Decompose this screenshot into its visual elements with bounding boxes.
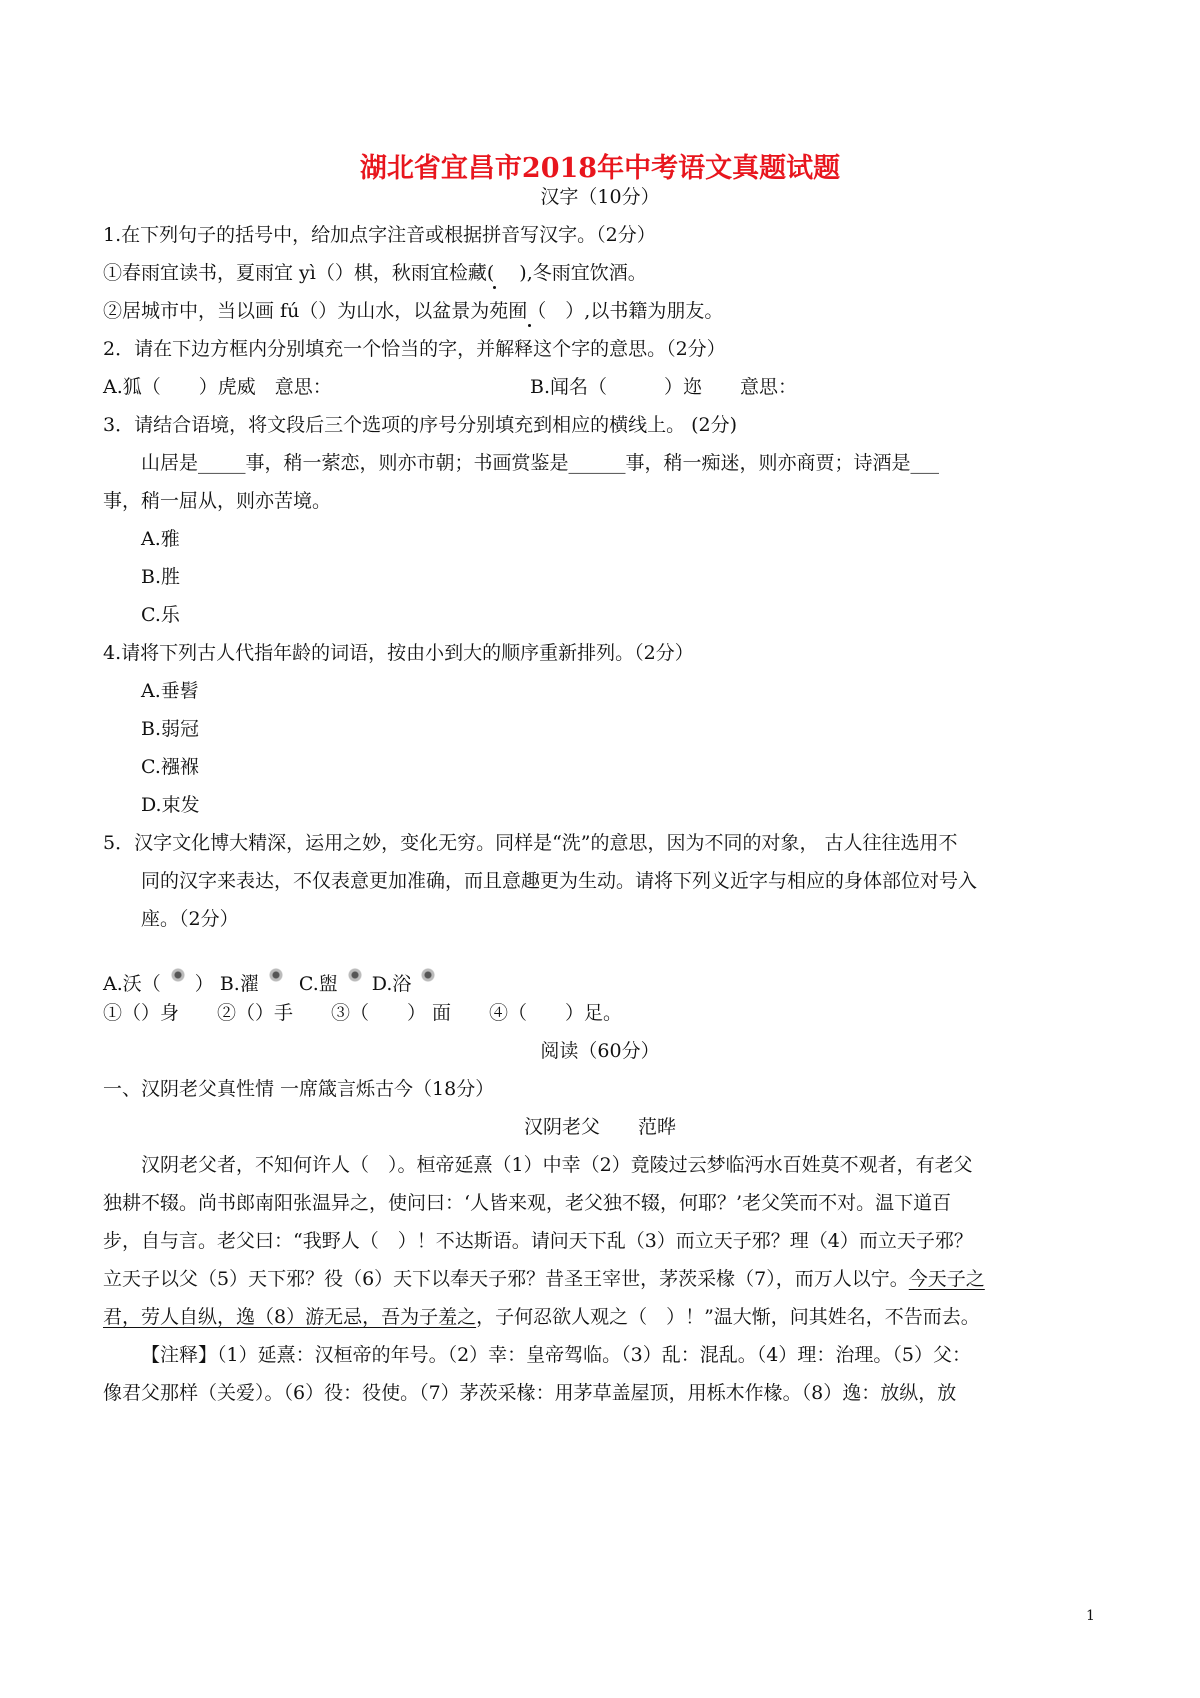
notes-line-2: 像君父那样（关爱）。（6）役：役使。（7）茅茨采椽：用茅草盖屋顶，用栎木作椽。（8）逸：放纵，放 — [103, 1382, 957, 1404]
q3-stem: 3．请结合语境，将文段后三个选项的序号分别填充到相应的横线上。 (2分) — [103, 414, 738, 436]
underlined-sentence: 今天子之 — [908, 1268, 985, 1290]
scan-blot-icon — [340, 966, 370, 984]
q5-option-a: A.沃（ — [103, 973, 161, 995]
q4-option: B.弱冠 — [141, 718, 200, 740]
q3-option: C.乐 — [141, 604, 180, 626]
q5-answer-line: ①（）身 ②（）手 ③（ ） 面 ④（ ）足。 — [103, 1002, 623, 1024]
scan-blot-icon — [261, 966, 291, 984]
passage-line-1: 汉阴老父者，不知何许人（ ）。桓帝延熹（1）中幸（2）竟陵过云梦临沔水百姓莫不观者，有老父 — [141, 1154, 973, 1176]
q4-option: A.垂髫 — [141, 680, 199, 702]
q5-options-row: A.沃（ ） B.濯 C.盥 D.浴 — [103, 966, 445, 994]
scan-blot-icon — [413, 966, 443, 984]
q3-option: B.胜 — [141, 566, 181, 588]
q4-stem: 4.请将下列古人代指年龄的词语，按由小到大的顺序重新排列。（2分） — [103, 642, 694, 664]
passage-line-2: 独耕不辍。尚书郎南阳张温异之，使问曰：‘人皆来观，老父独不辍，何耶？’老父笑而不对。温下道百 — [103, 1192, 952, 1214]
passage-title: 汉阴老父 范晔 — [523, 1116, 676, 1138]
q5-option-c: C.盥 — [298, 973, 338, 995]
q3-option: A.雅 — [141, 528, 180, 550]
document-title: 湖北省宜昌市2018年中考语文真题试题 — [359, 153, 841, 184]
passage-line-4: 立天子以父（5）天下邪？役（6）天下以奉天子邪？昔圣王宰世，茅茨采椽（7），而万人以宁。今天子之 — [103, 1268, 985, 1290]
q4-option: D.束发 — [141, 794, 200, 816]
section-heading-hanzi: 汉字（10分） — [540, 186, 660, 208]
q1-sentence-1: ①春雨宜读书，夏雨宜 yì（）棋，秋雨宜检藏( ),冬雨宜饮酒。 — [103, 262, 647, 284]
passage-line-5: 君，劳人自纵，逸（8）游无忌，吾为子羞之，子何忍欲人观之（ ）！”温大惭，问其姓名，不告而去。 — [103, 1306, 980, 1328]
underlined-sentence: 君，劳人自纵，逸（8）游无忌，吾为子羞之 — [103, 1306, 477, 1328]
part1-heading: 一、汉阴老父真性情 一席箴言烁古今（18分） — [103, 1078, 495, 1100]
passage-line-3: 步，自与言。老父曰：“我野人（ ）！不达斯语。请问天下乱（3）而立天子邪？理（4）而立天子邪？ — [103, 1230, 973, 1252]
q5-stem-line-2: 同的汉字来表达，不仅表意更加准确，而且意趣更为生动。请将下列义近字与相应的身体部位对号入 — [141, 870, 978, 892]
q2-stem: 2．请在下边方框内分别填充一个恰当的字，并解释这个字的意思。（2分） — [103, 338, 726, 360]
q5-option-d: D.浴 — [371, 973, 412, 995]
q2-option-b: B.闻名（ ）迩 意思： — [530, 376, 798, 398]
q5-stem-line-3: 座。（2分） — [141, 908, 239, 930]
section-heading-reading: 阅读（60分） — [540, 1040, 660, 1062]
q3-passage-line-1: 山居是_____事，稍一萦恋，则亦市朝；书画赏鉴是______事，稍一痴迷，则亦商贾；诗酒是___ — [141, 452, 940, 474]
emphasis-dot — [528, 324, 531, 327]
q5-option-b: B.濯 — [219, 973, 259, 995]
emphasis-dot — [493, 286, 496, 289]
q1-sentence-2: ②居城市中，当以画 fú（）为山水，以盆景为苑囿（ ）,以书籍为朋友。 — [103, 300, 724, 322]
scan-blot-icon — [163, 966, 193, 984]
q4-option: C.襁褓 — [141, 756, 199, 778]
q3-passage-line-2: 事，稍一屈从，则亦苦境。 — [103, 490, 332, 512]
page-number: 1 — [1086, 1608, 1095, 1624]
q1-stem: 1.在下列句子的括号中，给加点字注音或根据拼音写汉字。（2分） — [103, 224, 656, 246]
q2-option-a: A.狐（ ）虎威 意思： — [103, 376, 332, 398]
q5-stem-line-1: 5．汉字文化博大精深，运用之妙，变化无穷。同样是“洗”的意思，因为不同的对象， 古人往往选用不 — [103, 832, 958, 854]
notes-line-1: 【注释】（1）延熹：汉桓帝的年号。（2）幸：皇帝驾临。（3）乱：混乱。（4）理：治理。（5）父： — [141, 1344, 971, 1366]
